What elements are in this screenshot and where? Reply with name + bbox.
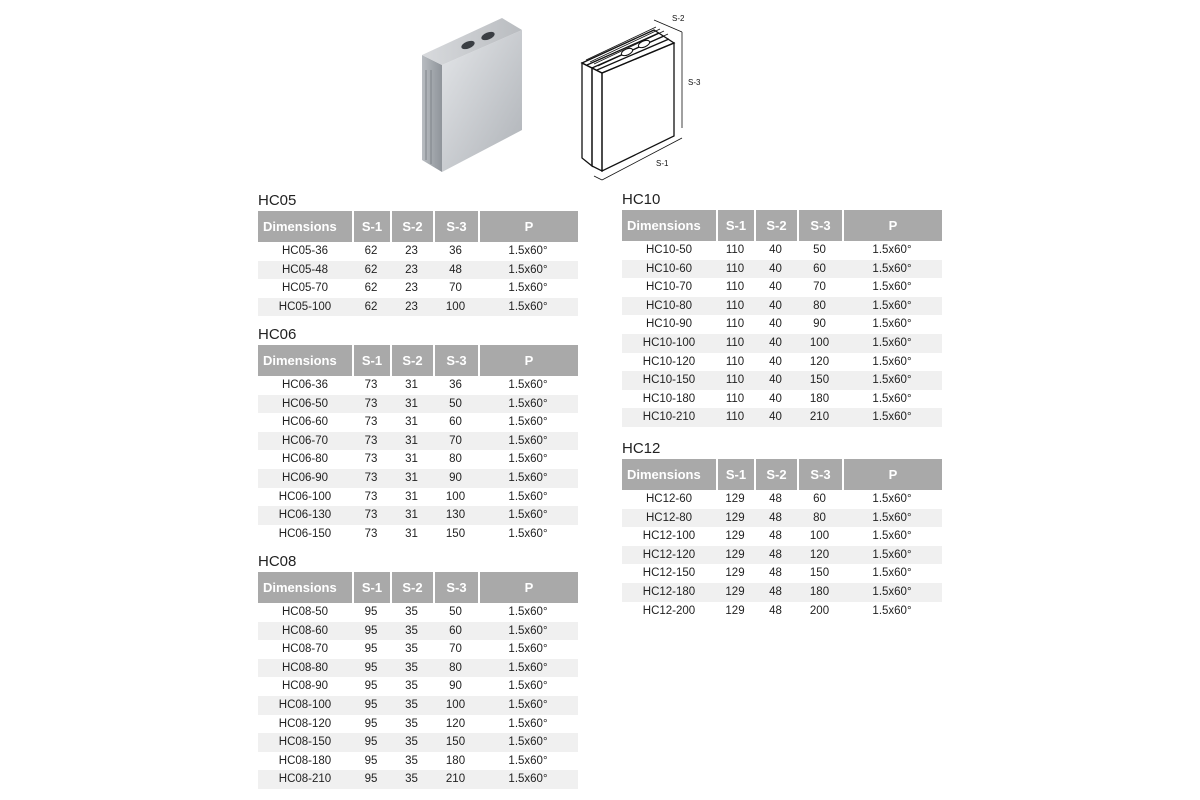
- dimensions-table: [258, 572, 578, 789]
- header-p: P: [478, 211, 578, 242]
- table-row: [258, 279, 578, 298]
- header-s3: S-3: [797, 459, 842, 490]
- section-title: HC10: [622, 191, 661, 208]
- cell-s3: 180: [797, 583, 842, 602]
- cell-s1: 110: [716, 353, 754, 372]
- cell-p: 1.5x60°: [478, 733, 578, 752]
- technical-drawing: [572, 8, 702, 186]
- dimensions-table: [622, 459, 942, 620]
- cell-p: 1.5x60°: [842, 297, 942, 316]
- cell-p: 1.5x60°: [842, 564, 942, 583]
- cell-model: HC10-90: [622, 315, 716, 334]
- cell-model: HC10-210: [622, 408, 716, 427]
- cell-s2: 31: [390, 376, 433, 395]
- cell-model: HC06-80: [258, 450, 352, 469]
- cell-model: HC06-70: [258, 432, 352, 451]
- cell-p: 1.5x60°: [842, 278, 942, 297]
- cell-s2: 40: [754, 371, 797, 390]
- cell-model: HC06-50: [258, 395, 352, 414]
- table-header-row: [258, 345, 578, 376]
- table-row: [258, 733, 578, 752]
- table-row: [622, 334, 942, 353]
- cell-s1: 110: [716, 260, 754, 279]
- table-header-row: [622, 459, 942, 490]
- cell-s1: 95: [352, 659, 390, 678]
- header-s3: S-3: [433, 211, 478, 242]
- cell-p: 1.5x60°: [842, 334, 942, 353]
- cell-s1: 62: [352, 298, 390, 317]
- cell-s1: 129: [716, 527, 754, 546]
- header-p: P: [842, 210, 942, 241]
- cell-p: 1.5x60°: [478, 376, 578, 395]
- cell-p: 1.5x60°: [478, 395, 578, 414]
- cell-model: HC12-100: [622, 527, 716, 546]
- cell-s3: 70: [797, 278, 842, 297]
- table-row: [258, 622, 578, 641]
- cell-model: HC08-90: [258, 677, 352, 696]
- cell-model: HC12-180: [622, 583, 716, 602]
- table-row: [622, 564, 942, 583]
- table-header-row: [258, 572, 578, 603]
- cell-p: 1.5x60°: [478, 770, 578, 789]
- cell-model: HC06-60: [258, 413, 352, 432]
- label-s3: S-3: [688, 78, 701, 87]
- cell-s3: 150: [433, 525, 478, 544]
- cell-p: 1.5x60°: [842, 315, 942, 334]
- cell-model: HC08-180: [258, 752, 352, 771]
- cell-s1: 95: [352, 622, 390, 641]
- table-row: [622, 371, 942, 390]
- cell-s3: 120: [433, 715, 478, 734]
- table-row: [258, 432, 578, 451]
- table-row: [622, 241, 942, 260]
- cell-s1: 95: [352, 677, 390, 696]
- cell-s1: 95: [352, 752, 390, 771]
- table-row: [258, 298, 578, 317]
- cell-s3: 48: [433, 261, 478, 280]
- cell-s3: 50: [433, 603, 478, 622]
- cell-model: HC06-90: [258, 469, 352, 488]
- cell-s2: 40: [754, 315, 797, 334]
- product-photo: [412, 10, 532, 175]
- table-row: [258, 603, 578, 622]
- cell-s1: 95: [352, 696, 390, 715]
- header-p: P: [478, 345, 578, 376]
- cell-s2: 35: [390, 640, 433, 659]
- cell-s3: 100: [797, 334, 842, 353]
- cell-model: HC08-150: [258, 733, 352, 752]
- cell-s1: 73: [352, 432, 390, 451]
- header-dimensions: Dimensions: [258, 345, 352, 376]
- cell-model: HC08-210: [258, 770, 352, 789]
- cell-s3: 180: [433, 752, 478, 771]
- table-row: [258, 715, 578, 734]
- header-s1: S-1: [716, 459, 754, 490]
- cell-s1: 73: [352, 376, 390, 395]
- cell-s2: 31: [390, 488, 433, 507]
- cell-s2: 40: [754, 278, 797, 297]
- cell-p: 1.5x60°: [478, 603, 578, 622]
- cell-s2: 48: [754, 564, 797, 583]
- section-title: HC05: [258, 192, 297, 209]
- cell-model: HC08-100: [258, 696, 352, 715]
- cell-s1: 73: [352, 413, 390, 432]
- header-s2: S-2: [390, 211, 433, 242]
- cell-s1: 73: [352, 488, 390, 507]
- header-dimensions: Dimensions: [622, 210, 716, 241]
- label-s1: S-1: [656, 159, 669, 168]
- cell-s2: 31: [390, 432, 433, 451]
- cell-s1: 110: [716, 297, 754, 316]
- cell-s3: 210: [433, 770, 478, 789]
- cell-s1: 73: [352, 506, 390, 525]
- label-s2: S-2: [672, 14, 685, 23]
- cell-s2: 48: [754, 583, 797, 602]
- cell-model: HC10-120: [622, 353, 716, 372]
- cell-s3: 80: [433, 659, 478, 678]
- cell-model: HC06-100: [258, 488, 352, 507]
- cell-s1: 129: [716, 546, 754, 565]
- cell-model: HC05-100: [258, 298, 352, 317]
- cell-p: 1.5x60°: [842, 490, 942, 509]
- cell-s2: 35: [390, 622, 433, 641]
- table-row: [258, 659, 578, 678]
- cell-s2: 40: [754, 334, 797, 353]
- table-row: [622, 278, 942, 297]
- cell-s2: 35: [390, 603, 433, 622]
- cell-s3: 80: [797, 297, 842, 316]
- cell-s1: 110: [716, 278, 754, 297]
- header-s3: S-3: [433, 572, 478, 603]
- cell-p: 1.5x60°: [478, 279, 578, 298]
- cell-model: HC12-80: [622, 509, 716, 528]
- cell-s1: 95: [352, 770, 390, 789]
- section-hc06: [258, 325, 578, 543]
- cell-s2: 23: [390, 242, 433, 261]
- cell-s2: 48: [754, 509, 797, 528]
- table-row: [622, 546, 942, 565]
- cell-s1: 95: [352, 733, 390, 752]
- cell-p: 1.5x60°: [478, 432, 578, 451]
- cell-p: 1.5x60°: [478, 242, 578, 261]
- header-s2: S-2: [754, 459, 797, 490]
- cell-s2: 23: [390, 279, 433, 298]
- cell-s1: 110: [716, 371, 754, 390]
- section-title: HC06: [258, 326, 297, 343]
- cell-s2: 35: [390, 677, 433, 696]
- cell-s3: 80: [797, 509, 842, 528]
- cell-model: HC10-150: [622, 371, 716, 390]
- cell-p: 1.5x60°: [478, 752, 578, 771]
- cell-s3: 180: [797, 390, 842, 409]
- cell-s1: 129: [716, 564, 754, 583]
- cell-model: HC10-70: [622, 278, 716, 297]
- cell-s3: 60: [433, 413, 478, 432]
- cell-s1: 129: [716, 509, 754, 528]
- cell-p: 1.5x60°: [478, 525, 578, 544]
- cell-s1: 62: [352, 242, 390, 261]
- header-s3: S-3: [433, 345, 478, 376]
- cell-s3: 70: [433, 279, 478, 298]
- header-s1: S-1: [352, 345, 390, 376]
- cell-p: 1.5x60°: [478, 506, 578, 525]
- cell-s2: 40: [754, 408, 797, 427]
- cell-s3: 50: [433, 395, 478, 414]
- cell-s1: 110: [716, 241, 754, 260]
- cell-model: HC05-36: [258, 242, 352, 261]
- cell-p: 1.5x60°: [842, 509, 942, 528]
- cell-s2: 48: [754, 602, 797, 621]
- section-hc10: [622, 190, 942, 427]
- cell-s3: 70: [433, 432, 478, 451]
- cell-s1: 62: [352, 261, 390, 280]
- cell-s2: 35: [390, 715, 433, 734]
- cell-p: 1.5x60°: [842, 602, 942, 621]
- cell-s2: 40: [754, 353, 797, 372]
- table-row: [622, 297, 942, 316]
- table-row: [258, 677, 578, 696]
- cell-s1: 95: [352, 715, 390, 734]
- cell-model: HC12-120: [622, 546, 716, 565]
- cell-s2: 23: [390, 298, 433, 317]
- section-hc08: [258, 552, 578, 789]
- cell-p: 1.5x60°: [478, 261, 578, 280]
- cell-model: HC10-60: [622, 260, 716, 279]
- cell-s2: 31: [390, 506, 433, 525]
- cell-model: HC06-130: [258, 506, 352, 525]
- table-row: [258, 242, 578, 261]
- cell-s2: 35: [390, 770, 433, 789]
- dimensions-table: [622, 210, 942, 427]
- header-s1: S-1: [352, 572, 390, 603]
- cell-p: 1.5x60°: [842, 546, 942, 565]
- cell-s3: 50: [797, 241, 842, 260]
- cell-p: 1.5x60°: [842, 390, 942, 409]
- table-row: [258, 696, 578, 715]
- cell-p: 1.5x60°: [478, 488, 578, 507]
- cell-s2: 48: [754, 490, 797, 509]
- cell-s2: 40: [754, 390, 797, 409]
- cell-s1: 110: [716, 390, 754, 409]
- cell-s2: 35: [390, 659, 433, 678]
- cell-p: 1.5x60°: [842, 583, 942, 602]
- cell-s2: 35: [390, 696, 433, 715]
- cell-s3: 100: [797, 527, 842, 546]
- cell-model: HC08-120: [258, 715, 352, 734]
- header-s1: S-1: [352, 211, 390, 242]
- section-title: HC08: [258, 553, 297, 570]
- cell-s2: 31: [390, 525, 433, 544]
- section-title: HC12: [622, 440, 661, 457]
- cell-p: 1.5x60°: [842, 260, 942, 279]
- cell-p: 1.5x60°: [842, 408, 942, 427]
- table-row: [622, 353, 942, 372]
- dimensions-table: [258, 211, 578, 316]
- table-row: [622, 390, 942, 409]
- header-s2: S-2: [390, 345, 433, 376]
- cell-s2: 40: [754, 260, 797, 279]
- cell-p: 1.5x60°: [478, 677, 578, 696]
- cell-s3: 90: [433, 677, 478, 696]
- cell-s3: 200: [797, 602, 842, 621]
- cell-s3: 100: [433, 488, 478, 507]
- header-s2: S-2: [754, 210, 797, 241]
- cell-s2: 48: [754, 546, 797, 565]
- cell-s3: 60: [797, 490, 842, 509]
- cell-s2: 31: [390, 413, 433, 432]
- header-s3: S-3: [797, 210, 842, 241]
- cell-s2: 31: [390, 469, 433, 488]
- cell-s1: 110: [716, 408, 754, 427]
- cell-model: HC05-70: [258, 279, 352, 298]
- cell-s3: 36: [433, 376, 478, 395]
- cell-s1: 62: [352, 279, 390, 298]
- table-row: [622, 315, 942, 334]
- cell-p: 1.5x60°: [842, 371, 942, 390]
- cell-model: HC08-70: [258, 640, 352, 659]
- table-row: [622, 408, 942, 427]
- section-hc05: [258, 191, 578, 316]
- cell-s3: 70: [433, 640, 478, 659]
- table-row: [258, 413, 578, 432]
- cell-p: 1.5x60°: [478, 715, 578, 734]
- cell-s3: 120: [797, 546, 842, 565]
- cell-s2: 31: [390, 395, 433, 414]
- cell-model: HC12-150: [622, 564, 716, 583]
- table-row: [258, 376, 578, 395]
- cell-model: HC06-36: [258, 376, 352, 395]
- cell-model: HC10-80: [622, 297, 716, 316]
- cell-s3: 150: [433, 733, 478, 752]
- cell-p: 1.5x60°: [478, 413, 578, 432]
- table-row: [258, 469, 578, 488]
- cell-model: HC06-150: [258, 525, 352, 544]
- cell-p: 1.5x60°: [478, 622, 578, 641]
- cell-s3: 150: [797, 564, 842, 583]
- table-row: [622, 527, 942, 546]
- cell-s1: 73: [352, 525, 390, 544]
- cell-model: HC12-200: [622, 602, 716, 621]
- header-p: P: [478, 572, 578, 603]
- table-row: [258, 261, 578, 280]
- cell-p: 1.5x60°: [478, 696, 578, 715]
- cell-s3: 100: [433, 298, 478, 317]
- cell-s3: 90: [433, 469, 478, 488]
- cell-s3: 130: [433, 506, 478, 525]
- cell-s3: 100: [433, 696, 478, 715]
- table-row: [622, 509, 942, 528]
- cell-model: HC08-50: [258, 603, 352, 622]
- cell-s2: 23: [390, 261, 433, 280]
- table-header-row: [258, 211, 578, 242]
- section-hc12: [622, 439, 942, 620]
- cell-model: HC10-100: [622, 334, 716, 353]
- cell-p: 1.5x60°: [842, 241, 942, 260]
- cell-s1: 95: [352, 640, 390, 659]
- cell-model: HC05-48: [258, 261, 352, 280]
- cell-s2: 35: [390, 733, 433, 752]
- cell-model: HC10-50: [622, 241, 716, 260]
- cell-s1: 73: [352, 450, 390, 469]
- cell-model: HC08-80: [258, 659, 352, 678]
- header-p: P: [842, 459, 942, 490]
- cell-p: 1.5x60°: [842, 353, 942, 372]
- header-dimensions: Dimensions: [258, 211, 352, 242]
- cell-p: 1.5x60°: [478, 298, 578, 317]
- table-row: [258, 770, 578, 789]
- table-row: [622, 260, 942, 279]
- cell-p: 1.5x60°: [478, 659, 578, 678]
- cell-s1: 73: [352, 469, 390, 488]
- table-row: [258, 525, 578, 544]
- cell-s1: 110: [716, 315, 754, 334]
- cell-model: HC10-180: [622, 390, 716, 409]
- header-s1: S-1: [716, 210, 754, 241]
- table-row: [258, 488, 578, 507]
- header-dimensions: Dimensions: [258, 572, 352, 603]
- cell-s2: 35: [390, 752, 433, 771]
- cell-s1: 129: [716, 602, 754, 621]
- cell-s2: 40: [754, 241, 797, 260]
- table-row: [622, 583, 942, 602]
- cell-s1: 129: [716, 490, 754, 509]
- cell-p: 1.5x60°: [478, 450, 578, 469]
- cell-s3: 80: [433, 450, 478, 469]
- cell-s3: 90: [797, 315, 842, 334]
- cell-s3: 150: [797, 371, 842, 390]
- table-row: [258, 506, 578, 525]
- cell-s1: 110: [716, 334, 754, 353]
- cell-s1: 129: [716, 583, 754, 602]
- cell-s3: 210: [797, 408, 842, 427]
- cell-s3: 60: [433, 622, 478, 641]
- cell-p: 1.5x60°: [478, 640, 578, 659]
- table-row: [622, 490, 942, 509]
- cell-s3: 60: [797, 260, 842, 279]
- header-dimensions: Dimensions: [622, 459, 716, 490]
- cell-model: HC08-60: [258, 622, 352, 641]
- cell-s2: 48: [754, 527, 797, 546]
- table-row: [258, 450, 578, 469]
- cell-model: HC12-60: [622, 490, 716, 509]
- table-header-row: [622, 210, 942, 241]
- cell-s2: 31: [390, 450, 433, 469]
- dimensions-table: [258, 345, 578, 543]
- cell-s2: 40: [754, 297, 797, 316]
- cell-p: 1.5x60°: [842, 527, 942, 546]
- table-row: [258, 752, 578, 771]
- header-s2: S-2: [390, 572, 433, 603]
- table-row: [622, 602, 942, 621]
- table-row: [258, 640, 578, 659]
- table-row: [258, 395, 578, 414]
- cell-p: 1.5x60°: [478, 469, 578, 488]
- cell-s1: 95: [352, 603, 390, 622]
- cell-s3: 120: [797, 353, 842, 372]
- cell-s1: 73: [352, 395, 390, 414]
- cell-s3: 36: [433, 242, 478, 261]
